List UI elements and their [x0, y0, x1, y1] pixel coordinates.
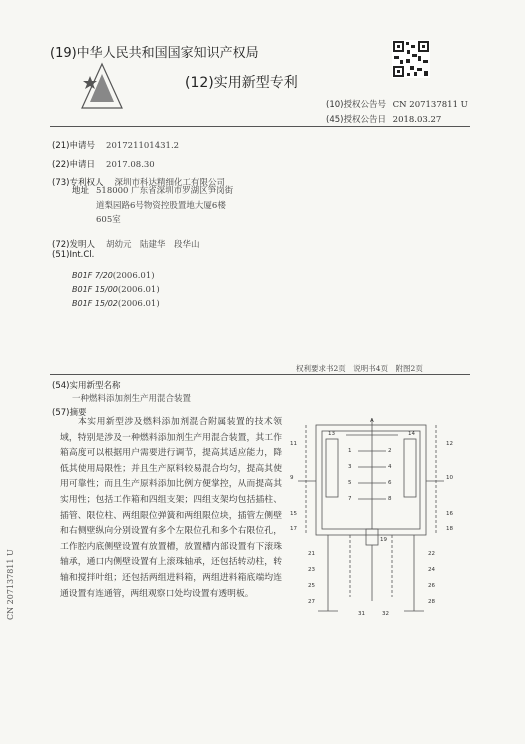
- drawing-label: 32: [382, 611, 389, 617]
- address-label: 地址: [72, 186, 90, 196]
- address-line-2: 道梨园路6号物资控股置地大厦6楼: [96, 201, 226, 211]
- drawing-label: 23: [308, 567, 315, 573]
- drawing-label: 31: [358, 611, 365, 617]
- drawing-label: 15: [290, 511, 297, 517]
- ipc-label: (51)Int.Cl.: [52, 250, 95, 260]
- drawing-label: 6: [388, 480, 392, 486]
- drawing-label: 9: [290, 475, 294, 481]
- cnipa-logo-icon: [80, 62, 124, 112]
- header-divider: [50, 126, 470, 127]
- drawing-label: 16: [446, 511, 453, 517]
- patentee: (73)专利权人 深圳市科达精细化工有限公司: [52, 178, 226, 188]
- drawing-label: 3: [348, 464, 352, 470]
- utility-model-title: 一种燃料添加剂生产用混合装置: [72, 394, 192, 404]
- drawing-label: 22: [428, 551, 435, 557]
- drawing-label: 13: [328, 431, 335, 437]
- abstract-text: 本实用新型涉及燃料添加剂混合附属装置的技术领域，特别是涉及一种燃料添加剂生产用混合装置，其工作箱高度可以根据用户需要进行调节，提高其适应能力，降低其使用局限性；并且生产原料较易混合均匀，提高其使用可靠性；而且生产原料添加比例方便掌控，从而提高其实用性；包括工作箱和四组支架；四组支架均包括插柱、插管、限位柱、两组限位弹簧和两组限位块，插管左侧壁和右侧壁纵向分别设置有多个左限位孔和多个右限位孔，工作腔内底侧壁设置有放置槽，放置槽内部设置有下滚珠轴承，通口内侧壁设置有上滚珠轴承，还包括转动柱，转轴和搅拌叶组；还包括两组进料箱，两组进料箱底端均连通设置有连通管，两组观察口处均设置有透明板。: [60, 417, 282, 599]
- drawing-label: 17: [290, 526, 297, 532]
- drawing-label: 7: [348, 496, 352, 502]
- drawing-label: 27: [308, 599, 315, 605]
- inventors: (72)发明人 胡幼元 陆建华 段华山: [52, 240, 200, 250]
- title-label: (54)实用新型名称: [52, 381, 121, 391]
- drawing-label: A: [370, 418, 374, 424]
- ipc-entry: B01F 15/02(2006.01): [72, 299, 160, 309]
- abstract-divider: [50, 374, 470, 375]
- drawing-label: 26: [428, 583, 435, 589]
- drawing-label: 25: [308, 583, 315, 589]
- address-line-3: 605室: [96, 215, 121, 225]
- abstract-drawing: [288, 405, 460, 630]
- abstract-label: (57)摘要: [52, 408, 87, 418]
- drawing-label: 1: [348, 448, 352, 454]
- drawing-label: 24: [428, 567, 435, 573]
- pages-info: 权利要求书2页 说明书4页 附图2页: [296, 364, 423, 373]
- drawing-label: 28: [428, 599, 435, 605]
- document-type: (12)实用新型专利: [185, 75, 298, 91]
- ipc-entry: B01F 15/00(2006.01): [72, 285, 160, 295]
- drawing-label: 19: [380, 537, 387, 543]
- office-header: (19)中华人民共和国国家知识产权局: [50, 46, 259, 61]
- drawing-label: 5: [348, 480, 352, 486]
- qr-code-icon: [392, 40, 430, 78]
- filing-date: (22)申请日 2017.08.30: [52, 160, 155, 170]
- application-number: (21)申请号 201721101431.2: [52, 141, 180, 151]
- drawing-label: 8: [388, 496, 392, 502]
- publication-date: (45)授权公告日 2018.03.27: [326, 115, 442, 125]
- drawing-label: 18: [446, 526, 453, 532]
- drawing-label: 21: [308, 551, 315, 557]
- drawing-label: 14: [408, 431, 415, 437]
- drawing-label: 4: [388, 464, 392, 470]
- drawing-label: 11: [290, 441, 297, 447]
- address-line-1: 518000 广东省深圳市罗湖区笋岗街: [96, 186, 234, 196]
- drawing-label: 12: [446, 441, 453, 447]
- ipc-entry: B01F 7/20(2006.01): [72, 271, 155, 281]
- publication-number: (10)授权公告号 CN 207137811 U: [326, 100, 468, 110]
- drawing-label: 10: [446, 475, 453, 481]
- drawing-label: 2: [388, 448, 392, 454]
- side-publication-code: CN 207137811 U: [6, 549, 15, 620]
